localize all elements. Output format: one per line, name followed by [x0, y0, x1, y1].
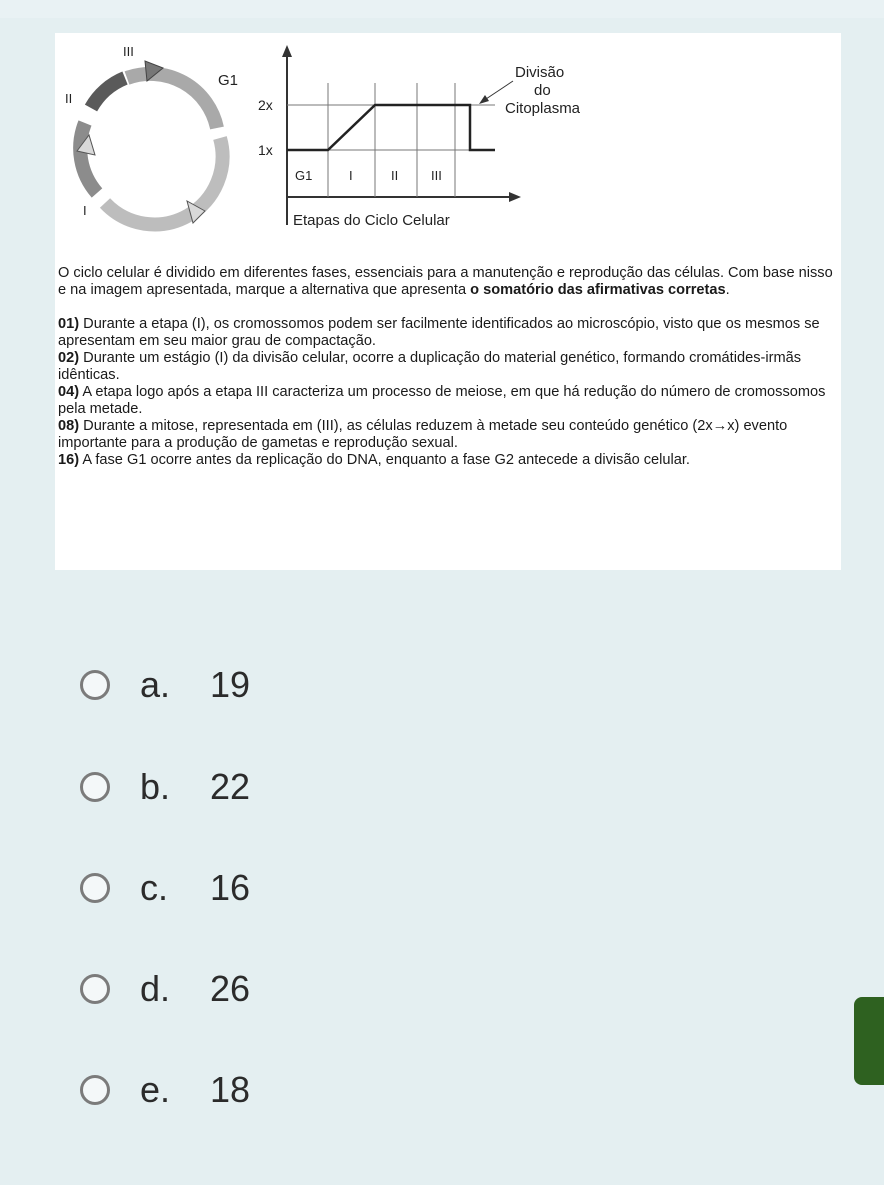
option-c[interactable]	[80, 863, 340, 913]
intro-text: O ciclo celular é dividido em diferentes fases, essenciais para a manutenção e reprodução das células. Com base nisso e na imagem apresentada, marque a alternativa que apresenta	[58, 265, 833, 298]
statement-text: Durante a mitose, representada em (III), as células reduzem à metade seu conteúdo genético (2x→x) evento importante para a produção de gametas e reprodução sexual.	[58, 418, 788, 451]
option-value: 16	[210, 867, 251, 908]
option-e[interactable]	[80, 1065, 340, 1115]
y-axis-arrow	[282, 45, 292, 57]
statement-01	[58, 316, 838, 350]
stage-label-g1: G1	[295, 168, 313, 183]
option-b[interactable]	[80, 762, 340, 812]
x-axis-arrow	[509, 192, 521, 202]
statement-text: Durante a etapa (I), os cromossomos podem ser facilmente identificados ao microscópio, visto que os mesmos se apresentam em seu maior grau de compactação.	[58, 316, 820, 349]
statement-text: A etapa logo após a etapa III caracteriza um processo de meiose, em que há redução do número de cromossomos pela metade.	[58, 384, 826, 417]
option-value: 22	[210, 766, 251, 807]
statement-02	[58, 350, 838, 384]
x-axis-title: Etapas do Ciclo Celular	[293, 212, 450, 229]
radio-button[interactable]	[80, 873, 110, 903]
y-label-1x: 1x	[258, 142, 273, 158]
statement-text: A fase G1 ocorre antes da replicação do DNA, enquanto a fase G2 antecede a divisão celular.	[79, 452, 690, 468]
statement-04	[58, 384, 838, 418]
question-intro	[58, 265, 838, 299]
radio-button[interactable]	[80, 670, 110, 700]
cycle-diagram	[65, 44, 238, 224]
radio-button[interactable]	[80, 974, 110, 1004]
cycle-arc-ii	[80, 123, 97, 193]
top-strip	[0, 0, 884, 18]
option-value: 19	[210, 664, 251, 705]
cycle-arc-g1	[127, 74, 217, 128]
stage-label-ii: II	[391, 168, 399, 183]
cycle-label-iii: III	[123, 44, 134, 59]
option-d[interactable]	[80, 964, 340, 1014]
statement-number: 16)	[58, 452, 80, 468]
annotation-pointer	[483, 81, 513, 101]
statement-number: 08)	[58, 418, 80, 434]
stage-label-i: I	[349, 168, 353, 183]
option-value: 26	[210, 968, 251, 1009]
statement-08	[58, 418, 838, 452]
statement-number: 02)	[58, 350, 80, 366]
radio-button[interactable]	[80, 772, 110, 802]
question-card	[55, 33, 841, 570]
option-value: 18	[210, 1069, 251, 1110]
side-tab-button[interactable]	[854, 997, 884, 1085]
dna-content-line	[287, 105, 495, 150]
option-letter: a.	[140, 664, 171, 705]
cycle-arc-iii	[91, 78, 125, 108]
cycle-label-ii: II	[65, 91, 73, 106]
statement-number: 01)	[58, 316, 80, 332]
cell-cycle-figure	[55, 33, 615, 273]
intro-bold: o somatório das afirmativas corretas	[470, 282, 726, 298]
intro-suffix: .	[725, 282, 730, 298]
cycle-label-i: I	[83, 203, 87, 218]
y-label-2x: 2x	[258, 97, 273, 113]
statement-number: 04)	[58, 384, 80, 400]
statement-16	[58, 452, 838, 469]
option-letter: c.	[140, 867, 169, 908]
option-letter: e.	[140, 1069, 171, 1110]
option-a[interactable]	[80, 660, 340, 710]
option-letter: d.	[140, 968, 171, 1009]
radio-button[interactable]	[80, 1075, 110, 1105]
annotation-arrow	[479, 95, 489, 104]
option-letter: b.	[140, 766, 171, 807]
dna-graph	[258, 45, 581, 229]
question-text	[58, 265, 838, 469]
stage-label-iii: III	[431, 168, 442, 183]
annotation-line-3: Citoplasma	[505, 100, 581, 117]
annotation-line-1: Divisão	[515, 64, 565, 81]
statement-text: Durante um estágio (I) da divisão celular, ocorre a duplicação do material genético, formando cromátides-irmãs idênticas.	[58, 350, 802, 383]
annotation-line-2: do	[534, 82, 551, 99]
cycle-label-g1: G1	[218, 72, 239, 89]
